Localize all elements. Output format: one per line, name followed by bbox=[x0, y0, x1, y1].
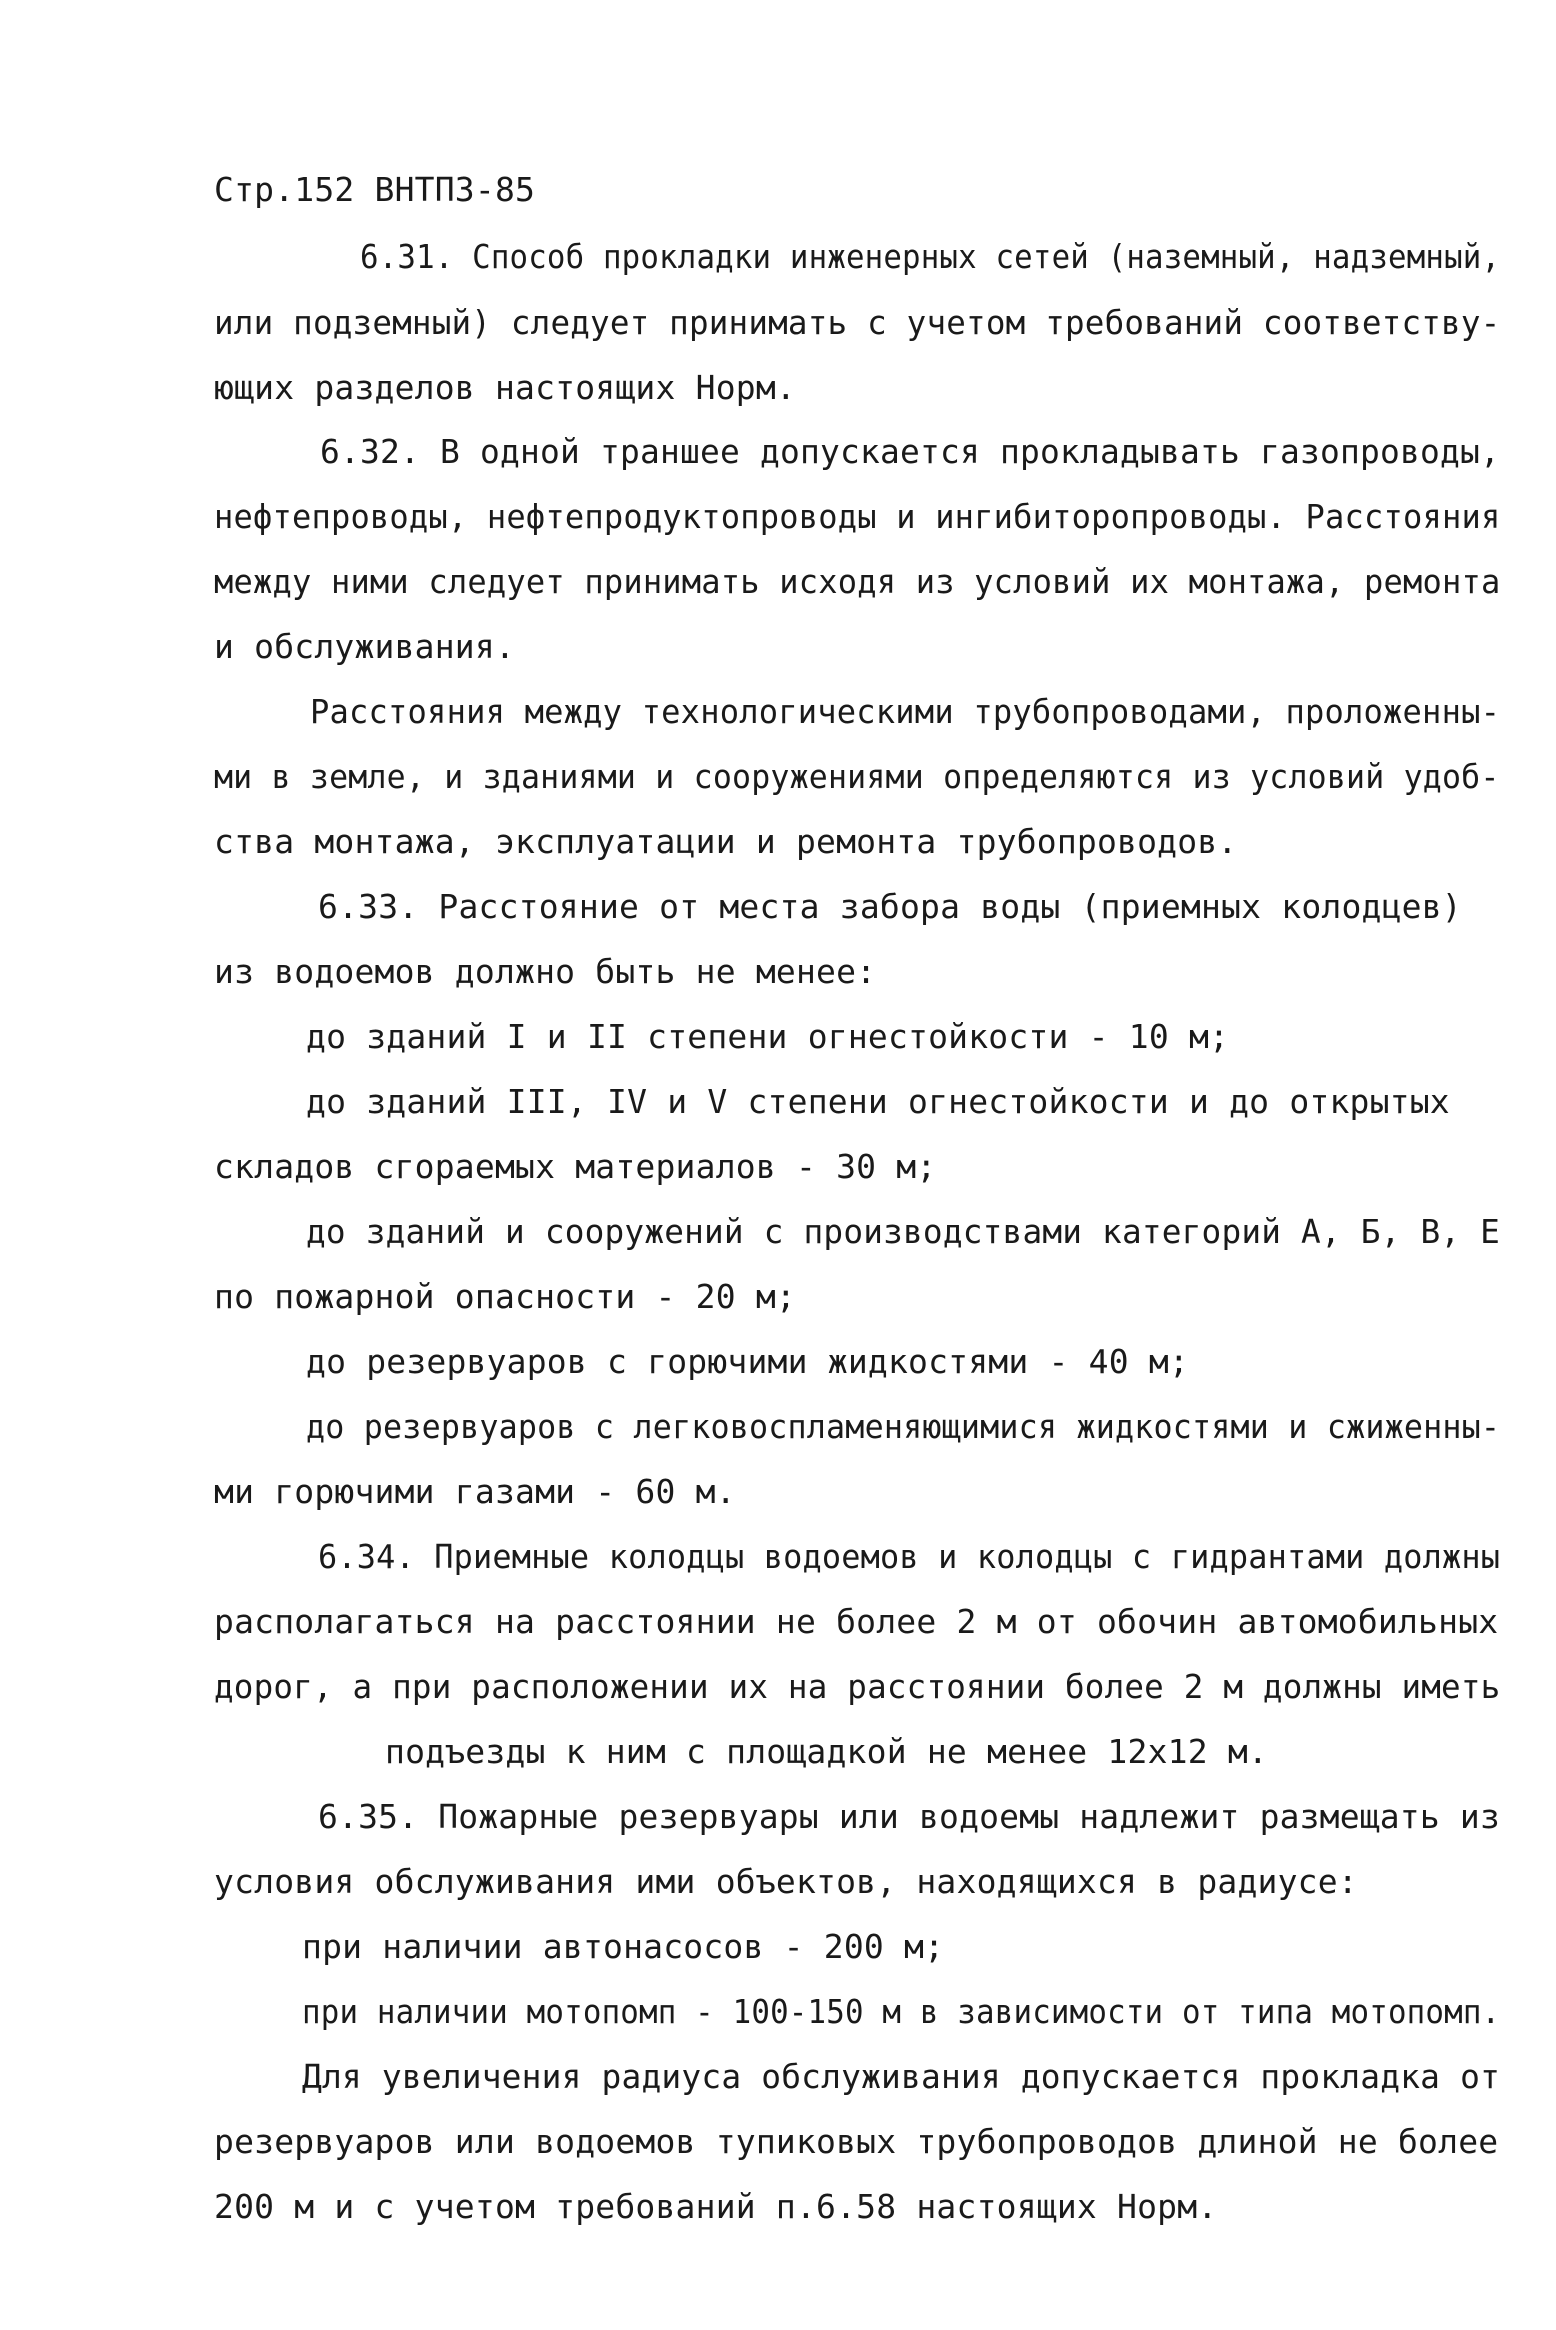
text-line: 6.33. Расстояние от места забора воды (приемных колодцев) bbox=[318, 887, 1462, 926]
text-line: нефтепроводы, нефтепродуктопроводы и ингибиторопроводы. Расстояния bbox=[214, 497, 1501, 536]
text-line: дорог, а при расположении их на расстоянии более 2 м должны иметь bbox=[214, 1667, 1501, 1706]
text-line: 6.34. Приемные колодцы водоемов и колодцы с гидрантами должны bbox=[318, 1537, 1501, 1576]
page-header: Стр.152 ВНТП3-85 bbox=[214, 170, 536, 209]
text-line: до резервуаров с легковоспламеняющимися жидкостями и сжиженны- bbox=[306, 1407, 1501, 1446]
text-line: 200 м и с учетом требований п.6.58 настоящих Норм. bbox=[214, 2187, 1218, 2226]
text-line: ющих разделов настоящих Норм. bbox=[214, 368, 796, 407]
text-line: 6.32. В одной траншее допускается прокладывать газопроводы, bbox=[320, 432, 1500, 471]
text-line: складов сгораемых материалов - 30 м; bbox=[214, 1147, 937, 1186]
text-line: при наличии автонасосов - 200 м; bbox=[302, 1927, 945, 1966]
text-line: до резервуаров с горючими жидкостями - 40 м; bbox=[306, 1342, 1189, 1381]
text-line: до зданий I и II степени огнестойкости - 10 м; bbox=[306, 1017, 1230, 1056]
text-line: ства монтажа, эксплуатации и ремонта трубопроводов. bbox=[214, 822, 1238, 861]
text-line: до зданий III, IV и V степени огнестойкости и до открытых bbox=[306, 1082, 1450, 1121]
text-line: располагаться на расстоянии не более 2 м от обочин автомобильных bbox=[214, 1602, 1499, 1641]
text-line: по пожарной опасности - 20 м; bbox=[214, 1277, 796, 1316]
text-line: ми в земле, и зданиями и сооружениями определяются из условий удоб- bbox=[214, 757, 1500, 796]
text-line: между ними следует принимать исходя из условий их монтажа, ремонта bbox=[214, 562, 1501, 601]
text-line: при наличии мотопомп - 100-150 м в зависимости от типа мотопомп. bbox=[302, 1992, 1501, 2031]
text-line: Для увеличения радиуса обслуживания допускается прокладка от bbox=[302, 2057, 1501, 2096]
text-line: 6.35. Пожарные резервуары или водоемы надлежит размещать из bbox=[318, 1797, 1500, 1836]
text-line: условия обслуживания ими объектов, находящихся в радиусе: bbox=[214, 1862, 1358, 1901]
text-line: 6.31. Способ прокладки инженерных сетей (наземный, надземный, bbox=[360, 237, 1501, 276]
text-line: подъезды к ним с площадкой не менее 12х12 м. bbox=[385, 1732, 1268, 1771]
text-line: из водоемов должно быть не менее: bbox=[214, 952, 877, 991]
text-line: или подземный) следует принимать с учетом требований соответству- bbox=[214, 303, 1501, 342]
text-line: до зданий и сооружений с производствами категорий А, Б, В, Е bbox=[306, 1212, 1501, 1251]
text-line: Расстояния между технологическими трубопроводами, проложенны- bbox=[310, 692, 1501, 731]
text-line: резервуаров или водоемов тупиковых трубопроводов длиной не более bbox=[214, 2122, 1499, 2161]
text-line: ми горючими газами - 60 м. bbox=[214, 1472, 736, 1511]
text-line: и обслуживания. bbox=[214, 627, 516, 666]
